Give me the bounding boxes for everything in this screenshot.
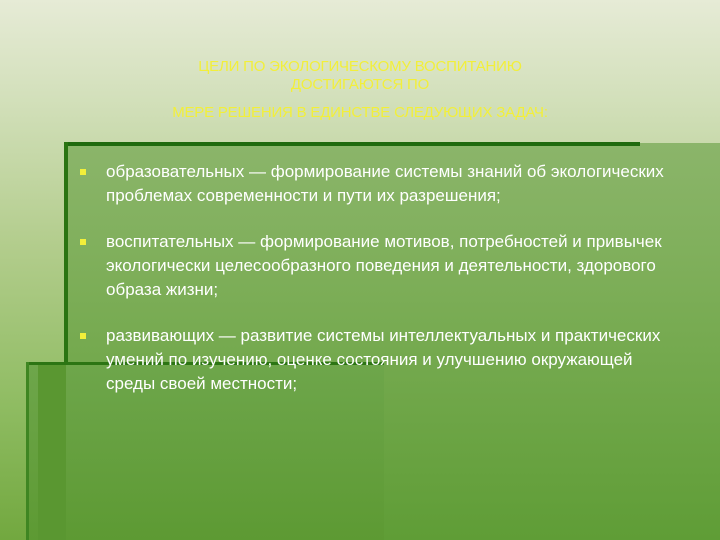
title-line-1: ЦЕЛИ ПО ЭКОЛОГИЧЕСКОМУ ВОСПИТАНИЮ — [198, 58, 522, 75]
square-bullet-icon — [80, 239, 86, 245]
panel-top-divider — [66, 142, 640, 146]
task-list — [80, 160, 680, 396]
list-item — [80, 324, 680, 396]
panel-left-divider — [64, 142, 68, 364]
list-item-text: образовательных — формирование системы знаний об экологических проблемах современности и пути их разрешения; — [106, 162, 664, 205]
list-item-text: воспитательных — формирование мотивов, потребностей и привычек экологически целесообразного поведения и деятельности, здорового образа жизни; — [106, 232, 662, 299]
list-item-text: развивающих — развитие системы интеллектуальных и практических умений по изучению, оценке состояния и улучшению окружающей среды своей местности; — [106, 326, 661, 393]
square-bullet-icon — [80, 333, 86, 339]
lower-decor-strip — [38, 365, 66, 540]
list-item — [80, 230, 680, 302]
title-line-3: МЕРЕ РЕШЕНИЯ В ЕДИНСТВЕ СЛЕДУЮЩИХ ЗАДАЧ: — [172, 104, 548, 121]
slide-title — [70, 58, 650, 122]
title-line-2: ДОСТИГАЮТСЯ ПО — [290, 76, 430, 93]
lower-panel-left-divider — [26, 362, 29, 540]
square-bullet-icon — [80, 169, 86, 175]
list-item — [80, 160, 680, 208]
